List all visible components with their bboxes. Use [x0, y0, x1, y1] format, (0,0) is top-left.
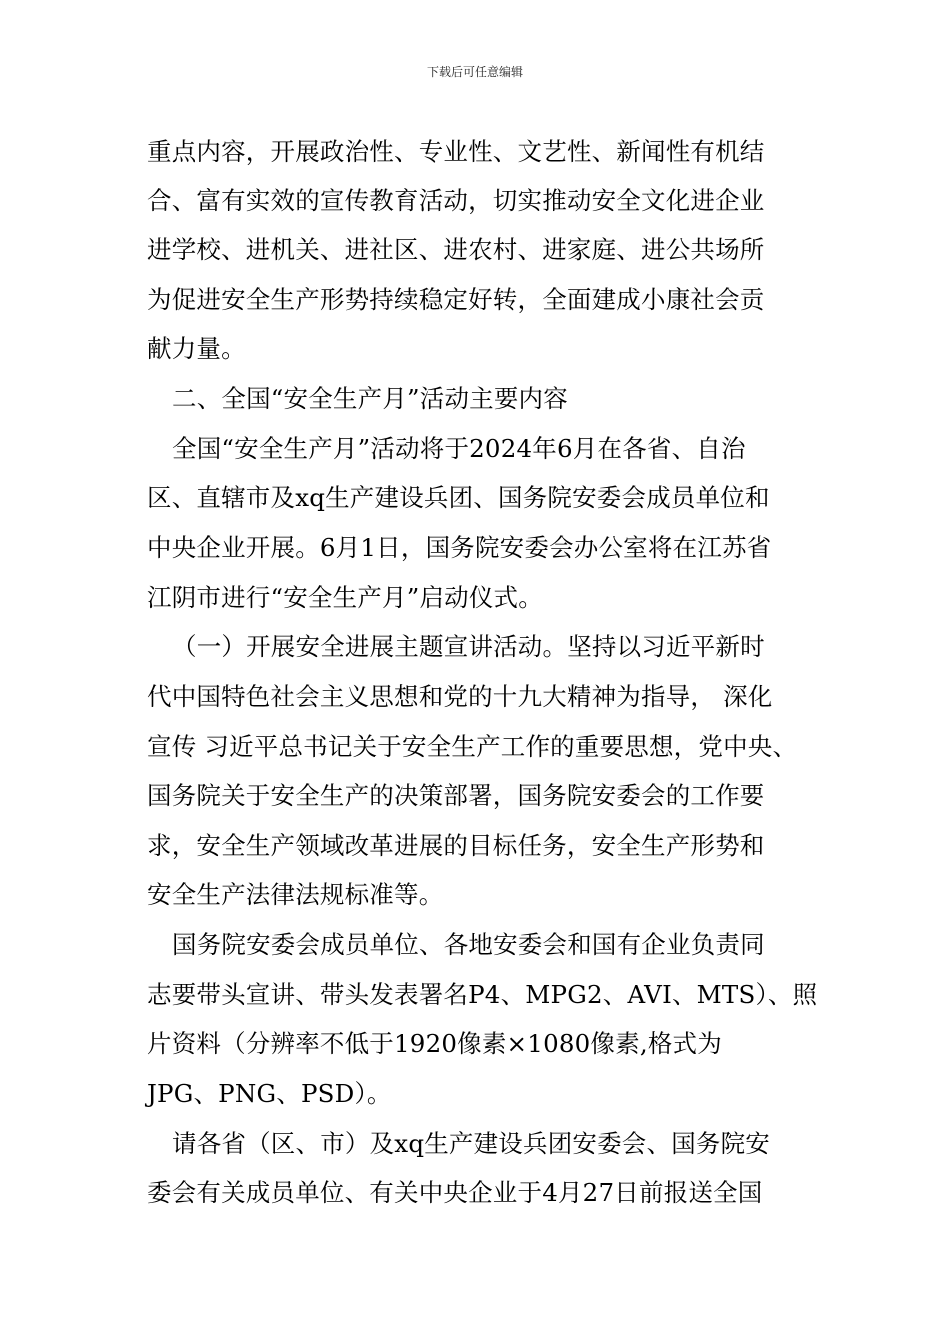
text-line: 委会有关成员单位、有关中央企业于4月27日前报送全国 — [147, 1178, 763, 1207]
text-line: 重点内容，开展政治性、专业性、文艺性、新闻性有机结 — [147, 137, 765, 166]
text-line: 代中国特色社会主义思想和党的十九大精神为指导， 深化 — [147, 682, 773, 711]
text-line: 请各省（区、市）及xq生产建设兵团安委会、国务院安 — [172, 1129, 770, 1158]
text-line: 片资料（分辨率不低于1920像素×1080像素,格式为 — [147, 1029, 722, 1058]
text-line: 为促进安全生产形势持续稳定好转，全面建成小康社会贡 — [147, 285, 765, 314]
page-header: 下载后可任意编辑 — [426, 65, 523, 79]
text-line: 合、富有实效的宣传教育活动，切实推动安全文化进企业 — [147, 186, 765, 215]
text-line: 安全生产法律法规标准等。 — [147, 880, 444, 909]
text-line: 中央企业开展。6月1日，国务院安委会办公室将在江苏省 — [147, 533, 772, 562]
text-line: 进学校、进机关、进社区、进农村、进家庭、进公共场所 — [147, 235, 765, 264]
section-heading: 二、全国“安全生产月”活动主要内容 — [172, 384, 568, 413]
text-line: 献力量。 — [147, 334, 246, 363]
text-line: 求，安全生产领域改革进展的目标任务，安全生产形势和 — [147, 831, 765, 860]
text-line: 宣传 习近平总书记关于安全生产工作的重要思想，党中央、 — [147, 732, 798, 761]
text-line: 区、直辖市及xq生产建设兵团、国务院安委会成员单位和 — [147, 483, 770, 512]
text-line: JPG、PNG、PSD）。 — [147, 1079, 392, 1108]
text-line: 国务院安委会成员单位、各地安委会和国有企业负责同 — [172, 930, 765, 959]
text-line: 国务院关于安全生产的决策部署，国务院安委会的工作要 — [147, 781, 765, 810]
text-line: 志要带头宣讲、带头发表署名P4、MPG2、AVI、MTS）、照 — [147, 980, 818, 1009]
text-line: 全国“安全生产月”活动将于2024年6月在各省、自治 — [172, 434, 746, 463]
subsection-heading: （一）开展安全进展主题宣讲活动。坚持以习近平新时 — [172, 632, 765, 661]
text-line: 江阴市进行“安全生产月”启动仪式。 — [147, 583, 543, 612]
